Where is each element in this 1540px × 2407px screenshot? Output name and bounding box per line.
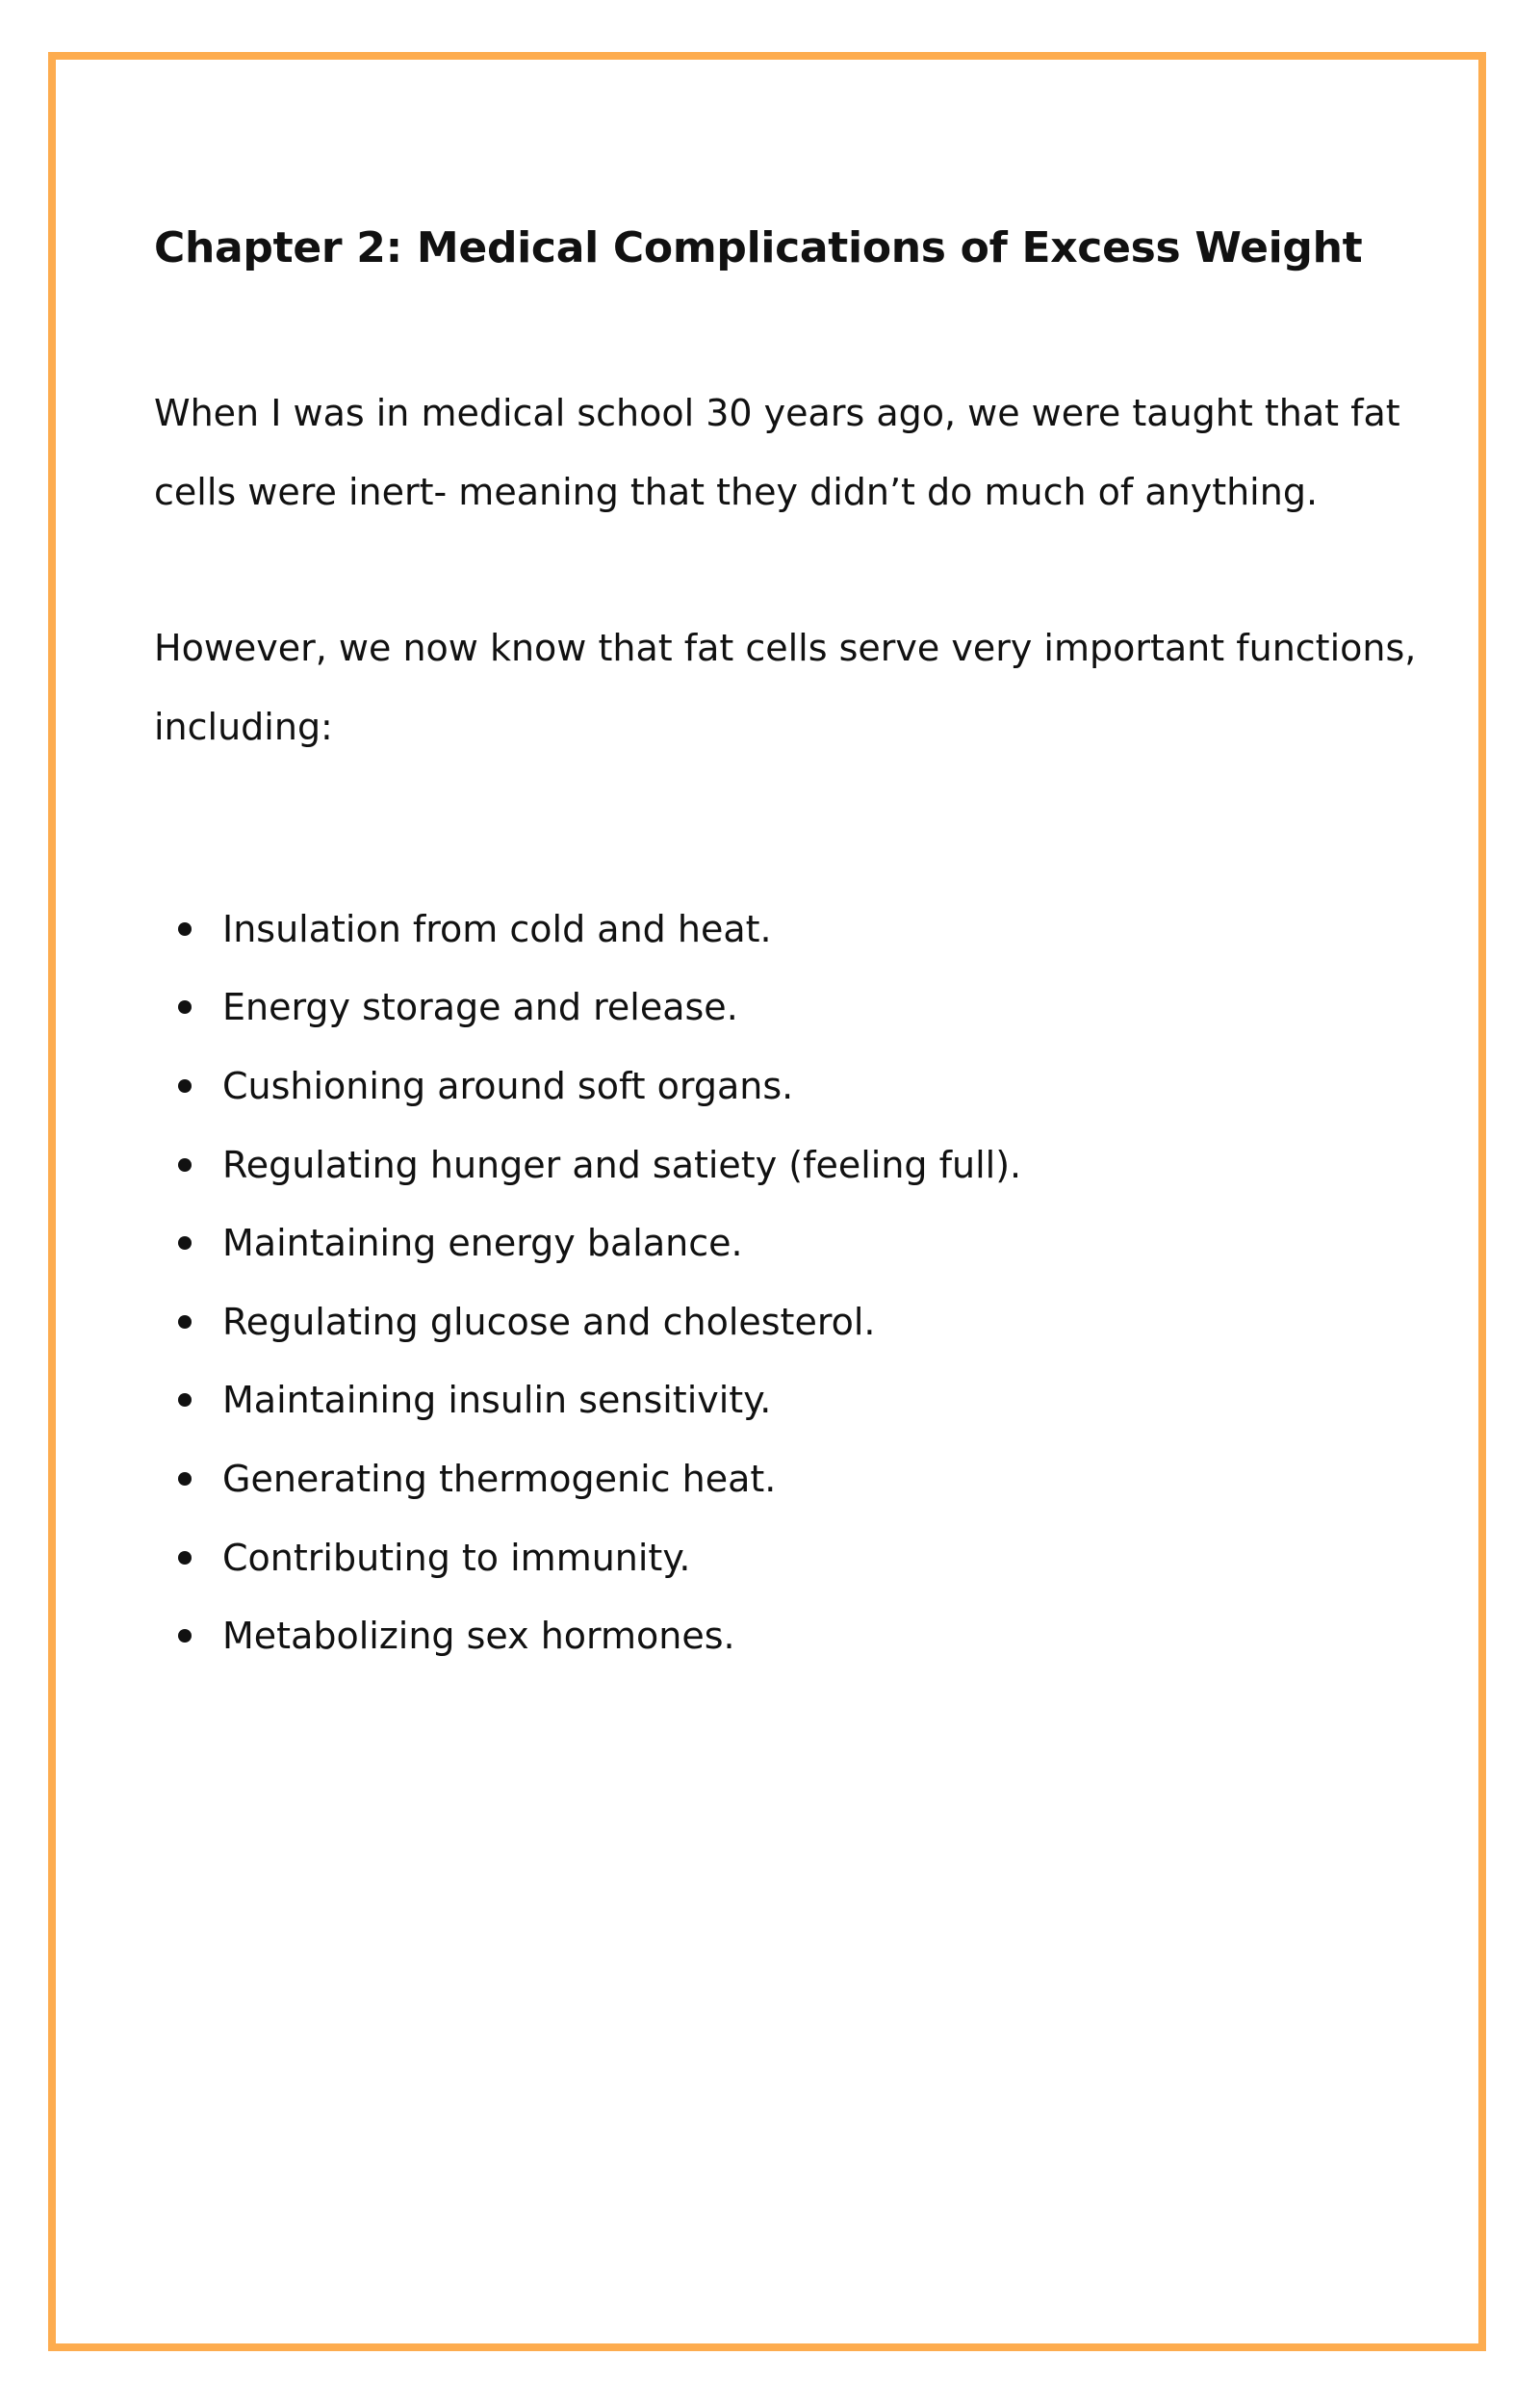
list-item-text: Regulating glucose and cholesterol. — [222, 1300, 876, 1343]
intro-paragraph: When I was in medical school 30 years ago, we were taught that fat cells were inert- meaning that they didn’t do much of anything. — [154, 392, 1400, 513]
bullet-icon — [178, 1393, 192, 1407]
list-item-text: Maintaining insulin sensitivity. — [222, 1379, 772, 1422]
list-item-text: Metabolizing sex hormones. — [222, 1615, 735, 1658]
bullet-icon — [178, 1158, 192, 1172]
list-item — [154, 1204, 1424, 1282]
bullet-icon — [178, 922, 192, 936]
list-item-text: Insulation from cold and heat. — [222, 907, 772, 950]
list-item — [154, 1282, 1424, 1361]
bullet-icon — [178, 1551, 192, 1565]
list-item-text: Generating thermogenic heat. — [222, 1457, 777, 1500]
bullet-icon — [178, 1629, 192, 1643]
list-item — [154, 1047, 1424, 1126]
page-content — [154, 220, 1424, 1675]
list-item — [154, 969, 1424, 1048]
bullet-icon — [178, 1000, 192, 1014]
list-item — [154, 890, 1424, 969]
chapter-title: Chapter 2: Medical Complications of Excess Weight — [154, 223, 1363, 272]
list-item-text: Energy storage and release. — [222, 986, 738, 1029]
list-item-text: Regulating hunger and satiety (feeling full). — [222, 1143, 1022, 1186]
list-item — [154, 1518, 1424, 1597]
functions-lead-paragraph: However, we now know that fat cells serve very important functions, including: — [154, 627, 1417, 748]
list-item-text: Maintaining energy balance. — [222, 1222, 743, 1265]
bullet-icon — [178, 1472, 192, 1486]
bullet-icon — [178, 1079, 192, 1093]
bullet-icon — [178, 1315, 192, 1329]
list-item — [154, 1361, 1424, 1440]
list-item — [154, 1126, 1424, 1204]
list-item — [154, 1596, 1424, 1675]
list-item — [154, 1439, 1424, 1518]
list-item-text: Cushioning around soft organs. — [222, 1064, 794, 1107]
bullet-icon — [178, 1236, 192, 1250]
list-item-text: Contributing to immunity. — [222, 1536, 691, 1579]
fat-cell-functions-list — [154, 890, 1424, 1675]
